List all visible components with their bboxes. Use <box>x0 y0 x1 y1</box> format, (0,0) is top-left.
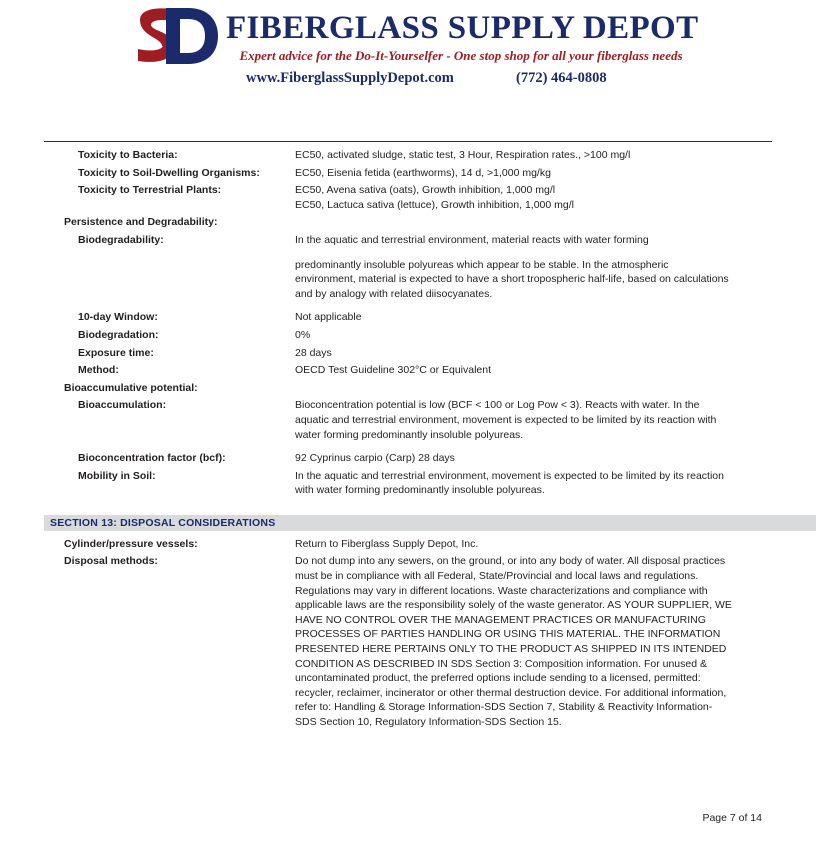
row-label: Bioaccumulation: <box>78 399 167 412</box>
row-value-paragraph: predominantly insoluble polyureas which appear to be stable. In the atmospheric environment, material is expected to have a short tropospheric half-life, based on calculations and by analogy with related diisocyanates. <box>295 258 729 300</box>
row-value-paragraph: In the aquatic and terrestrial environment, movement is expected to be limited by its reaction with water forming predominantly insoluble polyureas. <box>295 469 724 497</box>
row-value <box>295 469 772 498</box>
row-value-paragraph: Bioconcentration potential is low (BCF < 100 or Log Pow < 3). Reacts with water. In the aquatic and terrestrial environment, movement is expected to be limited by its reaction with water forming predominantly insoluble polyureas. <box>295 399 717 441</box>
document-body <box>0 148 816 730</box>
table-row <box>0 328 816 343</box>
row-value <box>295 183 772 212</box>
row-value-paragraph: EC50, Lactuca sativa (lettuce), Growth inhibition, 1,000 mg/l <box>295 198 574 211</box>
row-value <box>295 310 772 325</box>
row-label: Method: <box>78 364 119 377</box>
page-number: Page 7 of 14 <box>702 812 762 824</box>
row-label: Toxicity to Terrestrial Plants: <box>78 184 222 197</box>
section-13-banner <box>44 515 816 531</box>
row-value-paragraph: OECD Test Guideline 302°C or Equivalent <box>295 364 492 377</box>
row-label: Biodegradation: <box>78 328 159 341</box>
row-value-paragraph: In the aquatic and terrestrial environment, material reacts with water forming <box>295 233 649 246</box>
row-label: Biodegradability: <box>78 233 164 246</box>
table-row <box>0 469 816 498</box>
table-row <box>0 381 816 396</box>
row-value <box>295 554 772 729</box>
row-label: Cylinder/pressure vessels: <box>64 537 198 550</box>
row-label: Bioaccumulative potential: <box>64 381 198 394</box>
row-value <box>295 537 772 552</box>
row-value-paragraph: Return to Fiberglass Supply Depot, Inc. <box>295 537 479 550</box>
header-divider <box>44 141 772 142</box>
row-value <box>295 233 772 301</box>
row-value <box>295 166 772 181</box>
table-row <box>0 398 816 442</box>
page-footer <box>0 812 816 824</box>
company-title: FIBERGLASS SUPPLY DEPOT <box>226 10 699 46</box>
row-value <box>295 328 772 343</box>
row-value <box>295 398 772 442</box>
company-website[interactable]: www.FiberglassSupplyDepot.com <box>246 70 454 86</box>
table-row <box>0 554 816 729</box>
table-row <box>0 346 816 361</box>
document-header <box>0 0 816 122</box>
row-value-paragraph: 92 Cyprinus carpio (Carp) 28 days <box>295 452 455 465</box>
row-value <box>295 148 772 163</box>
row-label: Toxicity to Soil-Dwelling Organisms: <box>78 166 260 179</box>
row-label: Bioconcentration factor (bcf): <box>78 452 226 465</box>
table-row <box>0 233 816 301</box>
row-value-paragraph: Do not dump into any sewers, on the ground, or into any body of water. All disposal practices must be in compliance with all Federal, State/Provincial and local laws and regulations. Regulations may vary in different locations. Waste characterizations and compliance with applicable laws are the responsibility solely of the waste generator. AS YOUR SUPPLIER, WE HAVE NO CONTROL OVER THE MANAGEMENT PRACTICES OR MANUFACTURING PROCESSES OF PARTIES HANDLING OR USING THIS MATERIAL. THE INFORMATION PRESENTED HERE PERTAINS ONLY TO THE PRODUCT AS SHIPPED IN ITS INTENDED CONDITION AS DESCRIBED IN SDS Section 3: Composition information. For unused & uncontaminated product, the preferred options include sending to a licensed, permitted: recycler, reclaimer, incinerator or other thermal destruction device. For additional information, refer to: Handling & Storage Information-SDS Section 7, Stability & Reactivity Information-SDS Section 10, Regulatory Information-SDS Section 15. <box>295 555 732 728</box>
row-value <box>295 363 772 378</box>
table-row <box>0 451 816 466</box>
row-value <box>295 451 772 466</box>
section-13-title: SECTION 13: DISPOSAL CONSIDERATIONS <box>50 516 276 529</box>
row-value-paragraph: EC50, Eisenia fetida (earthworms), 14 d, >1,000 mg/kg <box>295 166 551 179</box>
row-label: Disposal methods: <box>64 555 158 568</box>
table-row <box>0 148 816 163</box>
row-value-paragraph: 0% <box>295 328 311 341</box>
company-phone: (772) 464-0808 <box>516 70 607 86</box>
row-value-paragraph: Not applicable <box>295 311 362 324</box>
row-value-paragraph: EC50, activated sludge, static test, 3 Hour, Respiration rates., >100 mg/l <box>295 149 631 161</box>
row-label: Persistence and Degradability: <box>64 216 218 229</box>
row-label: Toxicity to Bacteria: <box>78 149 178 161</box>
row-value <box>295 346 772 361</box>
row-label: 10-day Window: <box>78 311 158 324</box>
row-label: Exposure time: <box>78 346 154 359</box>
table-row <box>0 537 816 552</box>
company-tagline: Expert advice for the Do-It-Yourselfer - One stop shop for all your fiberglass needs <box>239 48 683 63</box>
table-row <box>0 183 816 212</box>
row-value-paragraph: EC50, Avena sativa (oats), Growth inhibition, 1,000 mg/l <box>295 184 556 197</box>
table-row <box>0 166 816 181</box>
table-row <box>0 310 816 325</box>
table-row <box>0 363 816 378</box>
table-row <box>0 215 816 230</box>
row-value-paragraph: 28 days <box>295 346 332 359</box>
row-label: Mobility in Soil: <box>78 469 156 482</box>
